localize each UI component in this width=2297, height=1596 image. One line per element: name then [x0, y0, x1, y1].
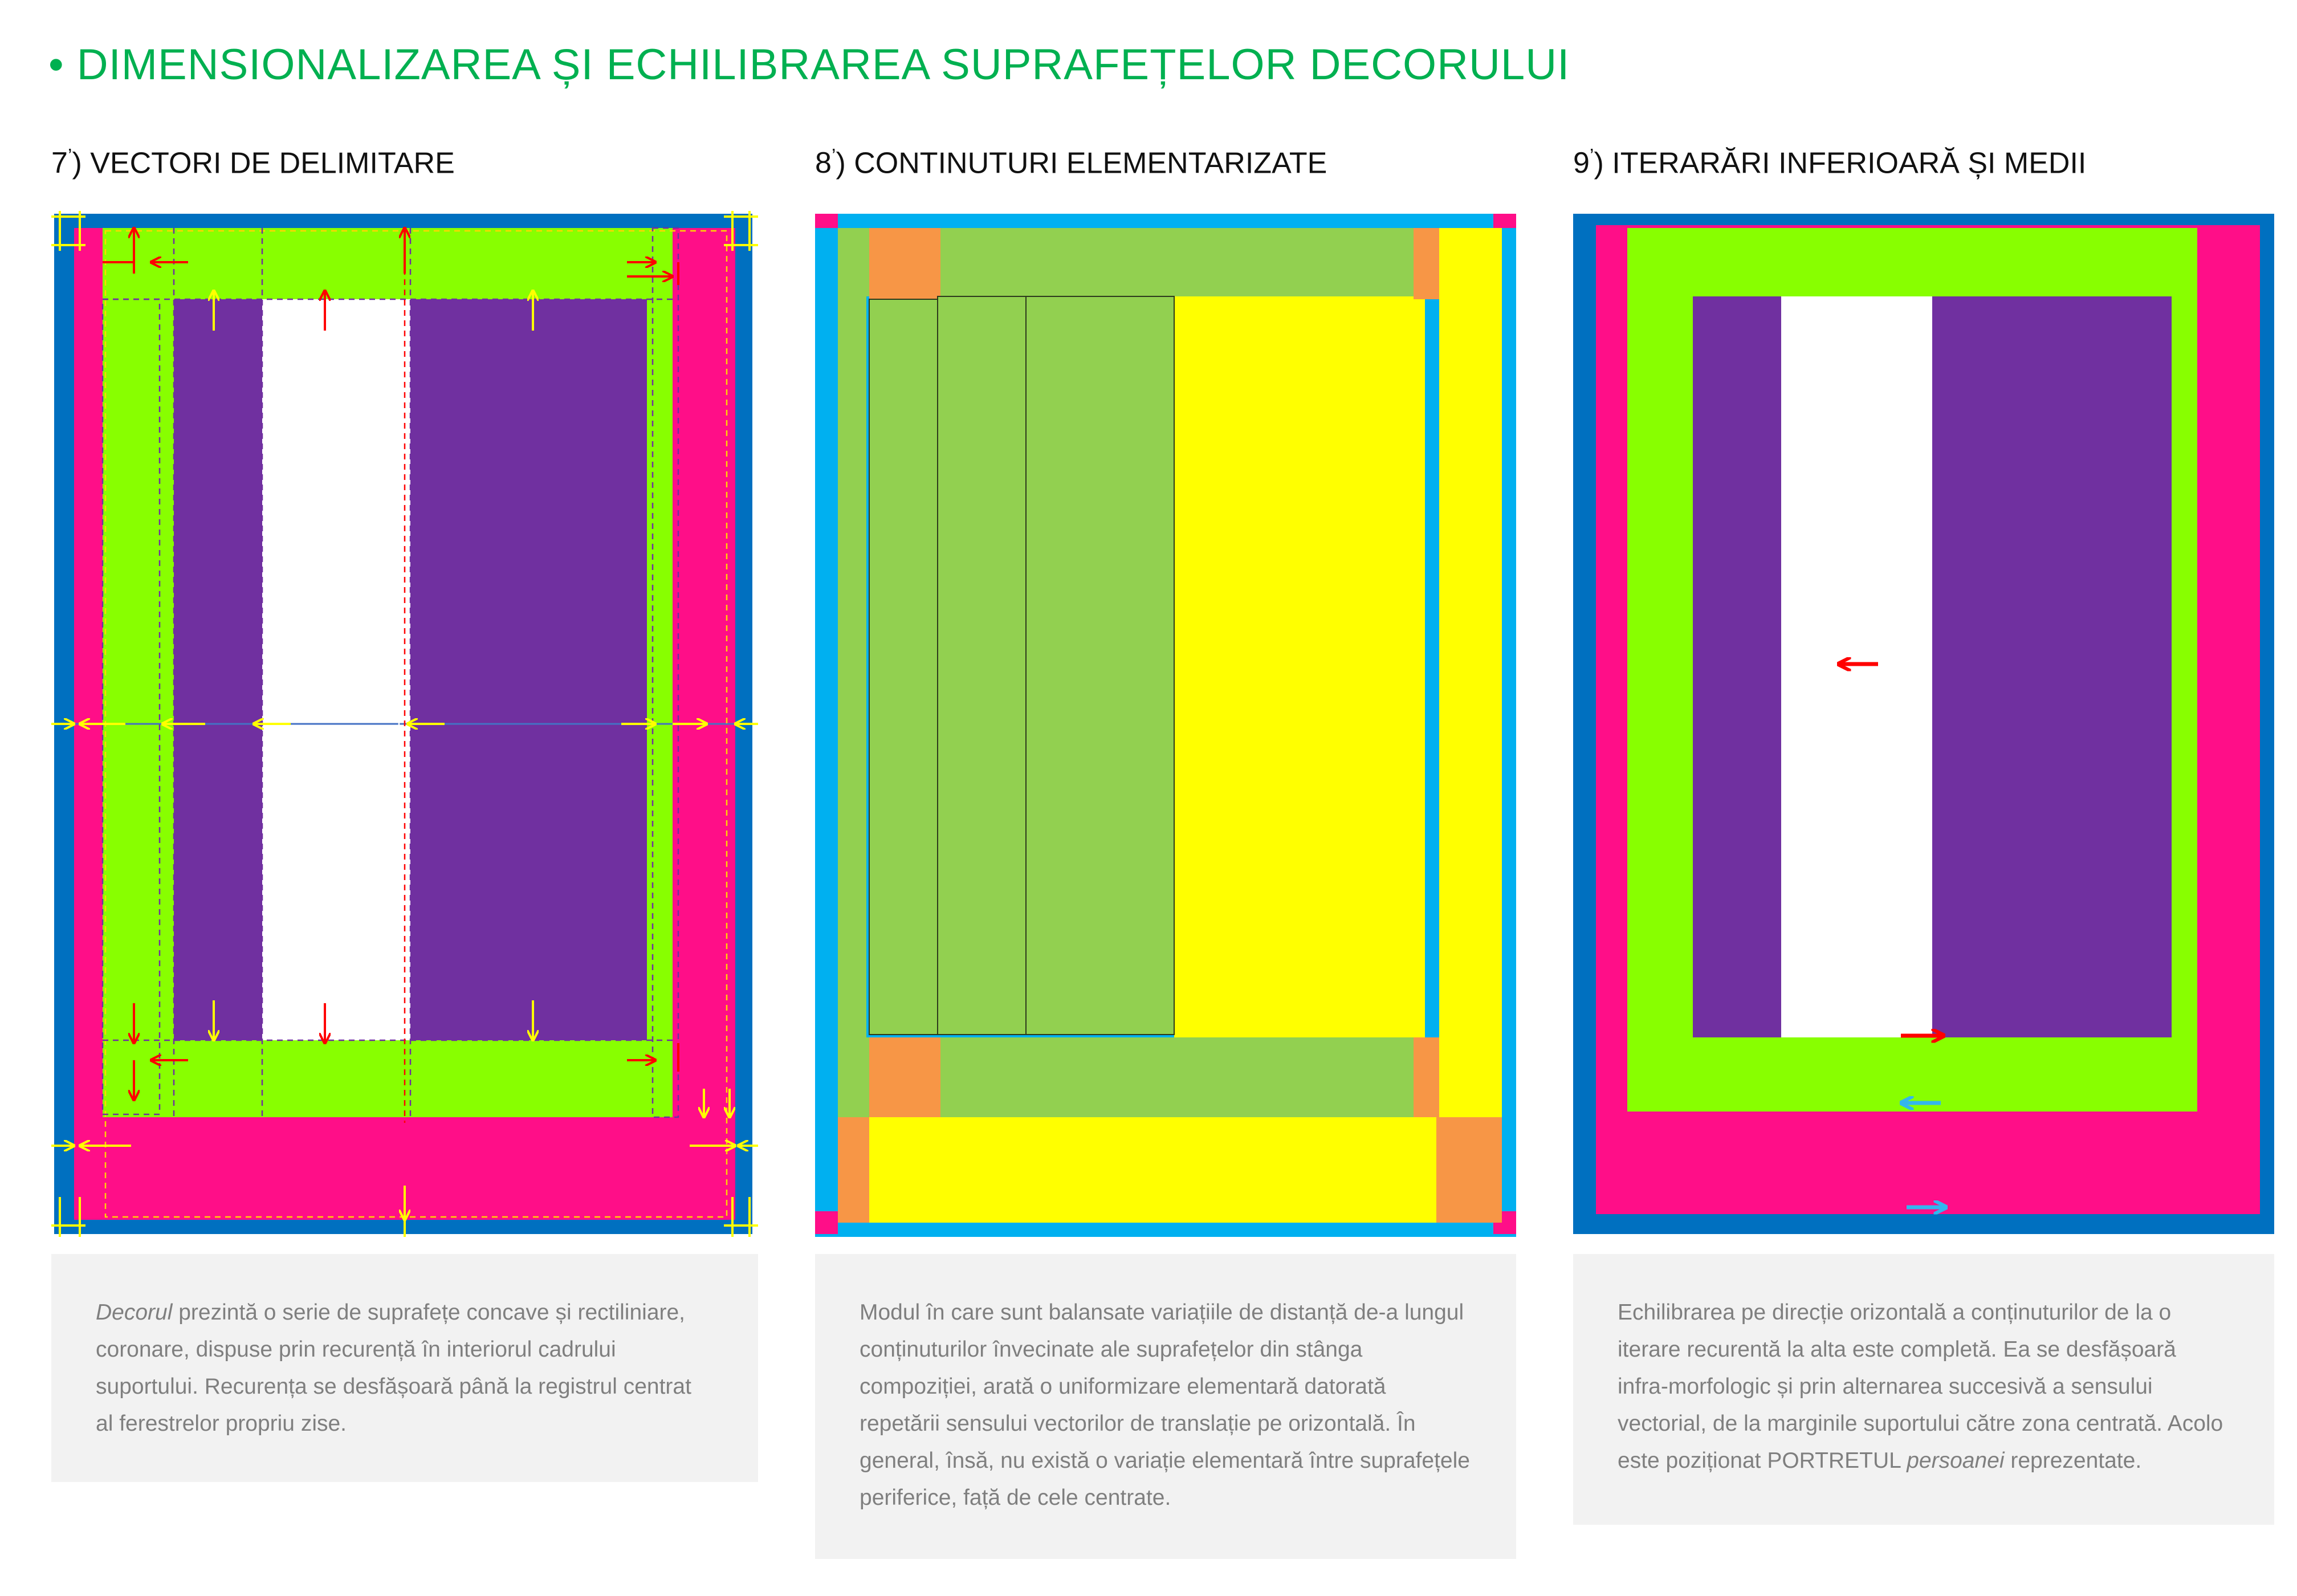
orange-bl [838, 1117, 869, 1223]
panel-7-heading: 7’) VECTORI DE DELIMITARE [51, 145, 455, 180]
green-column-2 [938, 296, 1026, 1035]
page-title: • DIMENSIONALIZAREA ȘI ECHILIBRAREA SUPRAFEȚELOR DECORULUI [48, 40, 1570, 89]
elementary-contents-svg [815, 211, 1516, 1243]
caption-emphasis: Decorul [96, 1300, 173, 1325]
green-column-1 [869, 299, 938, 1035]
panel-8-number: 8’ [815, 145, 836, 180]
panel-8-diagram [815, 211, 1516, 1243]
orange-br [1436, 1117, 1502, 1223]
green-left-strip [838, 228, 866, 1117]
yellow-bottom-band [866, 1117, 1436, 1223]
green-bottom-band [866, 1037, 1436, 1117]
corner-bl [815, 1211, 838, 1234]
green-column-3 [1026, 296, 1174, 1035]
delimitation-vectors-svg [51, 211, 758, 1243]
white-window [262, 299, 410, 1040]
inferior-iterations-svg [1573, 211, 2274, 1237]
panel-7-diagram [51, 211, 758, 1243]
yellow-main [1174, 296, 1425, 1037]
orange-tl [869, 228, 940, 299]
white-window [1781, 296, 1932, 1037]
panel-9-heading: 9’) ITERARĂRI INFERIOARĂ ȘI MEDII [1573, 145, 2087, 180]
panel-9-diagram [1573, 211, 2274, 1237]
corner-tr [1493, 214, 1516, 228]
caption-emphasis: persoanei [1907, 1448, 2005, 1473]
yellow-right-strip [1439, 228, 1502, 1117]
panel-7-number: 7’ [51, 145, 72, 180]
panel-8-heading: 8’) CONTINUTURI ELEMENTARIZATE [815, 145, 1327, 180]
corner-tl [815, 214, 838, 228]
panel-7-caption: Decorul prezintă o serie de suprafețe concave și rectiliniare, coronare, dispuse prin recurență în interiorul cadrului suportului. Recurența se desfășoară până la registrul centrat al ferestrelor propriu zise. [51, 1254, 758, 1482]
panel-8-caption: Modul în care sunt balansate variațiile de distanță de-a lungul conținuturilor învecinate ale suprafețelor din stânga compoziției, arată o uniformizare elementară datorată repetării sensului vectorilor de translație pe orizontală. În general, însă, nu există o variație elementară între suprafețele periferice, față de cele centrate. [815, 1254, 1516, 1559]
orange-mr [1414, 1037, 1439, 1117]
panel-9-caption: Echilibrarea pe direcție orizontală a conținuturilor de la o iterare recurentă la alta este completă. Ea se desfășoară infra-morfologic și prin alternarea succesivă a sensului vectorial, de la marginile suportului către zona centrată. Acolo este poziționat PORTRETUL persoanei reprezentate. [1573, 1254, 2274, 1525]
orange-tr [1414, 228, 1439, 299]
green-top-band [866, 228, 1436, 296]
orange-ml [869, 1037, 940, 1117]
panel-9-number: 9’ [1573, 145, 1594, 180]
